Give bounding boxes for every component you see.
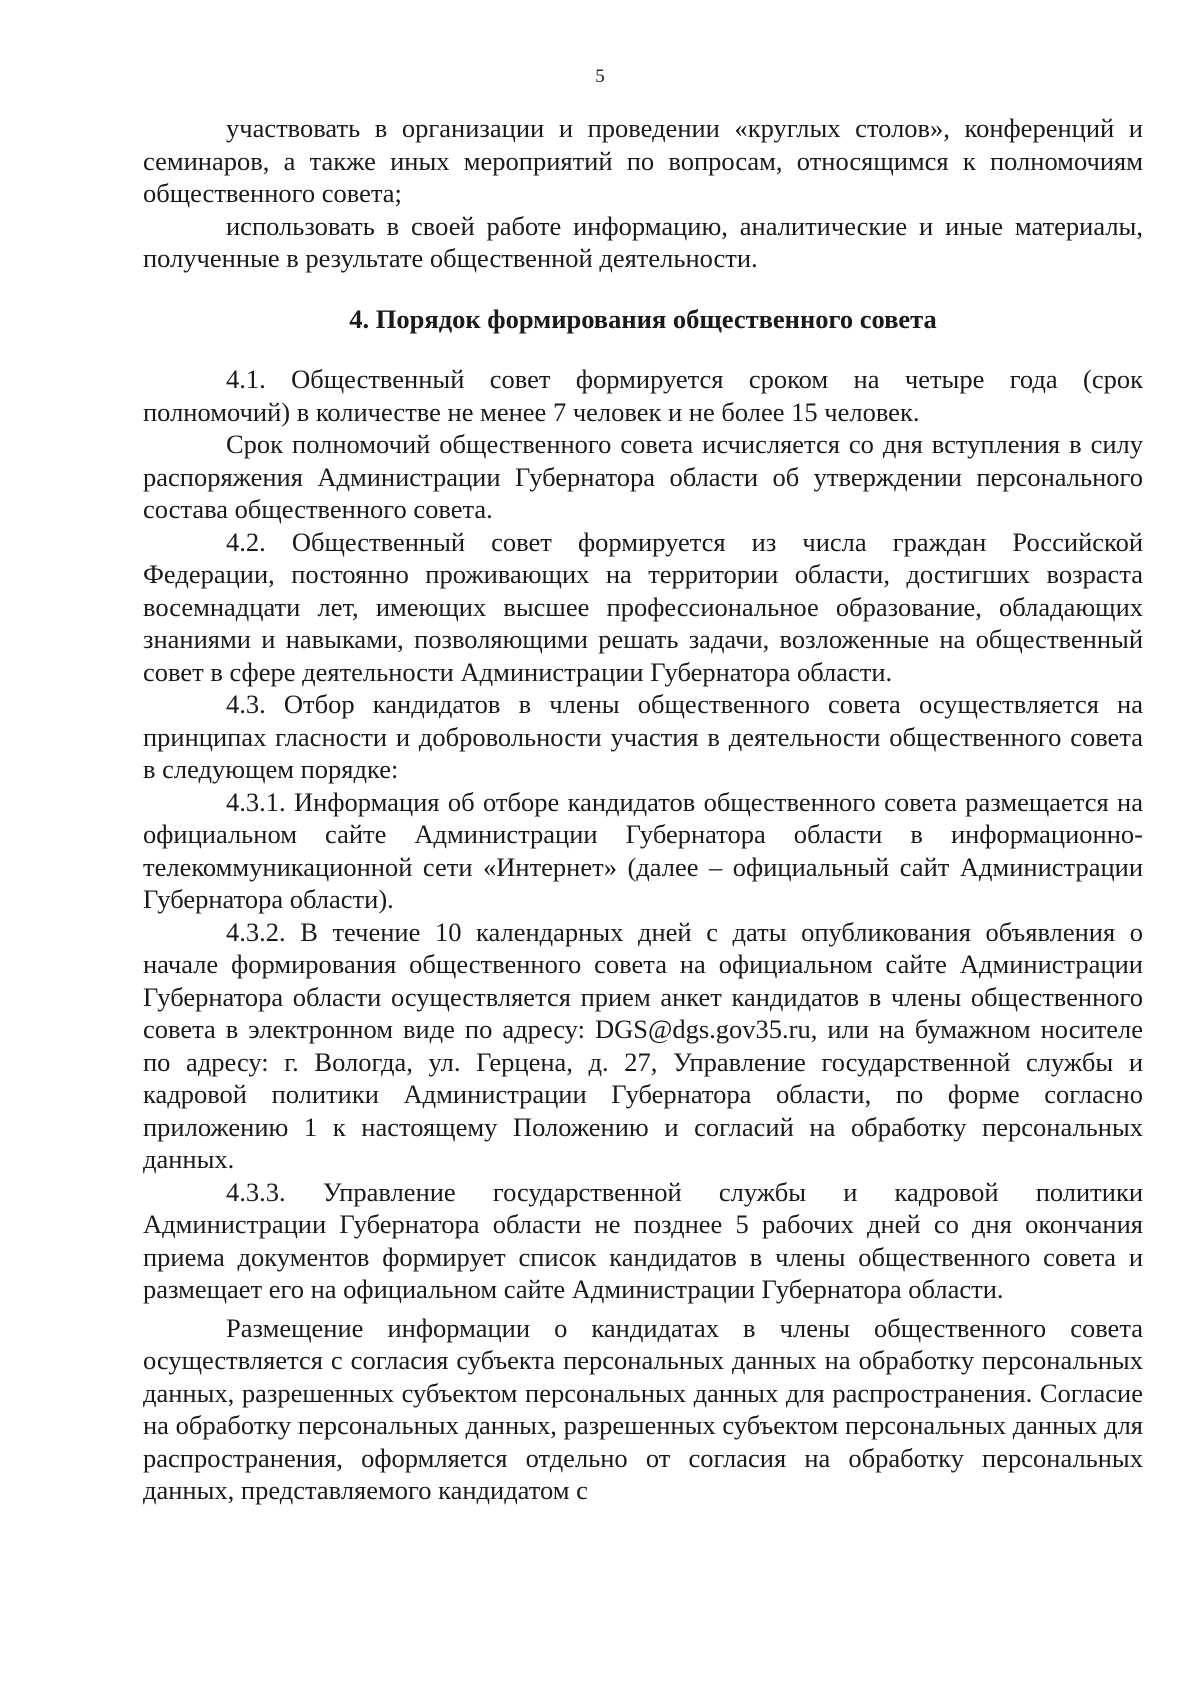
- document-body: [143, 112, 1143, 1507]
- paragraph-term-start: Срок полномочий общественного совета исчисляется со дня вступления в силу распоряжения Администрации Губернатора области об утверждении персонального состава общественного совета.: [143, 429, 1143, 524]
- paragraph-4-3-3: 4.3.3. Управление государственной службы и кадровой политики Администрации Губернатора области не позднее 5 рабочих дней со дня окончания приема документов формирует список кандидатов в члены общественного совета и размещает его на официальном сайте Администрации Губернатора области.: [143, 1176, 1143, 1304]
- paragraph-4-3-1: 4.3.1. Информация об отборе кандидатов общественного совета размещается на официальном сайте Администрации Губернатора области в информационно-телекоммуникационной сети «Интернет» (далее – официальный сайт Администрации Губернатора области).: [143, 786, 1143, 914]
- page-number: 5: [595, 66, 605, 87]
- paragraph-personal-data: Размещение информации о кандидатах в члены общественного совета осуществляется с согласия субъекта персональных данных на обработку персональных данных, разрешенных субъектом персональных данных для распространения. Согласие на обработку персональных данных, разрешенных субъектом персональных данных для распространения, оформляется отдельно от согласия на обработку персональных данных, представляемого кандидатом с: [143, 1312, 1143, 1505]
- paragraph-round-tables: участвовать в организации и проведении «круглых столов», конференций и семинаров, а также иных мероприятий по вопросам, относящимся к полномочиям общественного совета;: [143, 113, 1143, 208]
- paragraph-use-materials: использовать в своей работе информацию, аналитические и иные материалы, полученные в результате общественной деятельности.: [143, 210, 1143, 273]
- paragraph-4-2: 4.2. Общественный совет формируется из числа граждан Российской Федерации, постоянно проживающих на территории области, достигших возраста восемнадцати лет, имеющих высшее профессиональное образование, обладающих знаниями и навыками, позволяющими решать задачи, возложенные на общественный совет в сфере деятельности Администрации Губернатора области.: [143, 526, 1143, 687]
- paragraph-4-1: 4.1. Общественный совет формируется сроком на четыре года (срок полномочий) в количестве не менее 7 человек и не более 15 человек.: [143, 364, 1143, 427]
- paragraph-4-3: 4.3. Отбор кандидатов в члены общественного совета осуществляется на принципах гласности и добровольности участия в деятельности общественного совета в следующем порядке:: [143, 689, 1143, 784]
- section-title: 4. Порядок формирования общественного совета: [349, 303, 937, 334]
- paragraph-4-3-2: 4.3.2. В течение 10 календарных дней с даты опубликования объявления о начале формирования общественного совета на официальном сайте Администрации Губернатора области осуществляется прием анкет кандидатов в члены общественного совета в электронном виде по адресу: DGS@dgs.gov35.ru, или на бумажном носителе по адресу: г. Вологда, ул. Герцена, д. 27, Управление государственной службы и кадровой политики Администрации Губернатора области, по форме согласно приложению 1 к настоящему Положению и согласий на обработку персональных данных.: [143, 916, 1143, 1174]
